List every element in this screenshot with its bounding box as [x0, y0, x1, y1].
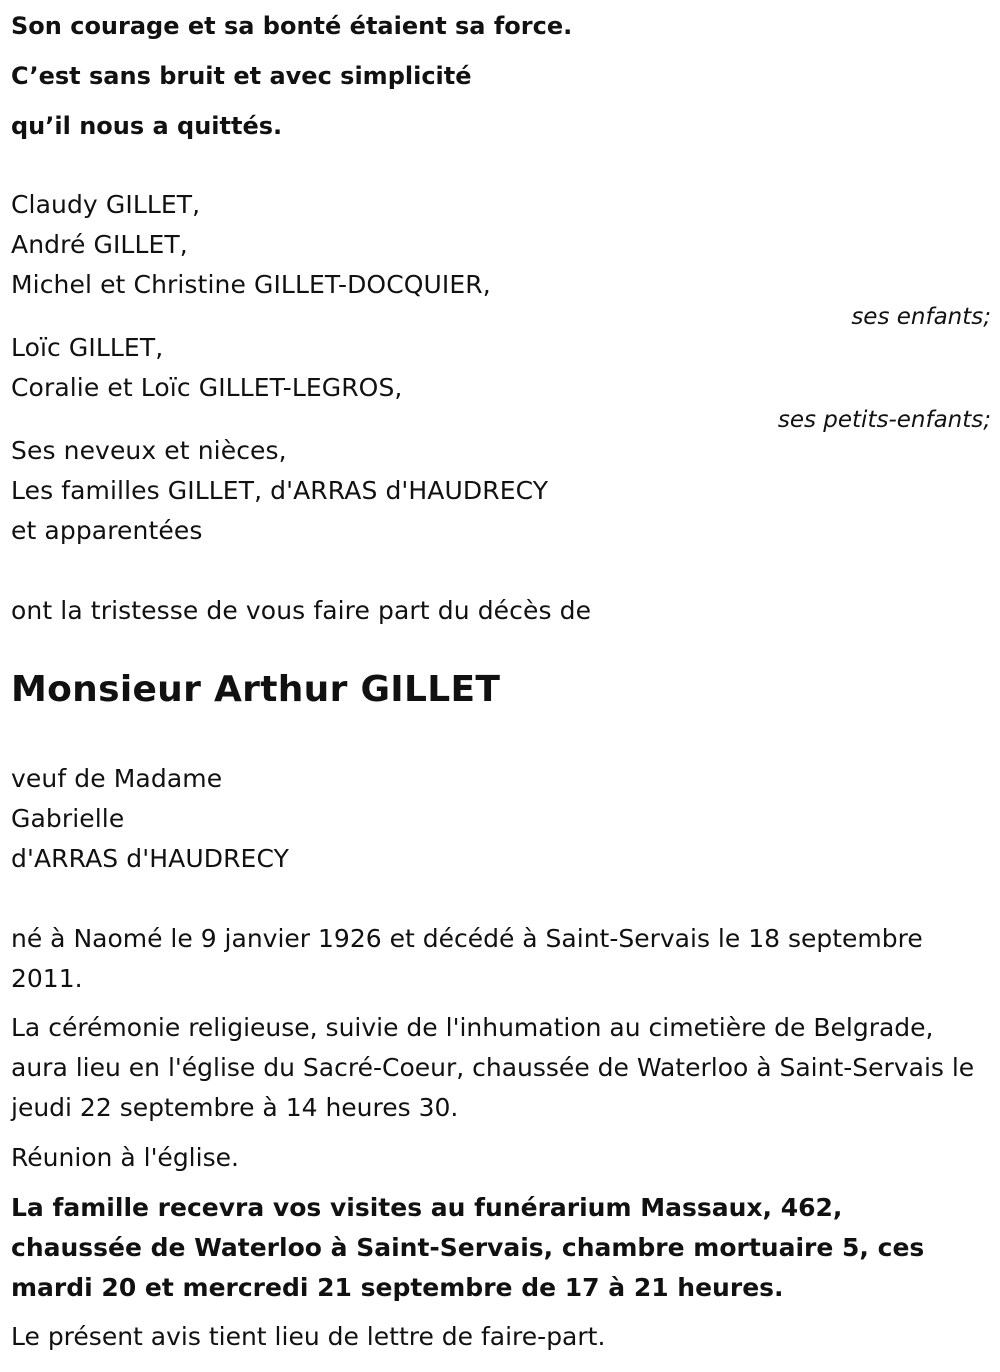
relatives-line: et apparentées [11, 516, 203, 545]
faire-part-notice: Le présent avis tient lieu de lettre de faire-part. [11, 1322, 606, 1351]
child-name: André GILLET, [11, 230, 188, 259]
widower-line: d'ARRAS d'HAUDRECY [11, 844, 289, 873]
epitaph [11, 1, 572, 151]
grandchildren-block [11, 328, 991, 432]
child-name: Michel et Christine GILLET-DOCQUIER, [11, 270, 491, 299]
announcement: ont la tristesse de vous faire part du décès de [11, 596, 592, 625]
relatives-block [11, 431, 548, 551]
meeting-info: Réunion à l'église. [11, 1143, 239, 1172]
epitaph-line: Son courage et sa bonté étaient sa force. [11, 12, 573, 40]
ceremony-details: La cérémonie religieuse, suivie de l'inhumation au cimetière de Belgrade, aura lieu en l'église du Sacré-Coeur, chaussée de Waterloo à Saint-Servais le jeudi 22 septembre à 14 heures 30. [11, 1013, 975, 1122]
relatives-line: Les familles GILLET, d'ARRAS d'HAUDRECY [11, 476, 549, 505]
visits-info: La famille recevra vos visites au funérarium Massaux, 462, chaussée de Waterloo à Saint-Servais, chambre mortuaire 5, ces mardi 20 et mercredi 21 septembre de 17 à 21 heures. [11, 1193, 925, 1302]
grandchild-name: Loïc GILLET, [11, 333, 164, 362]
grandchild-name: Coralie et Loïc GILLET-LEGROS, [11, 373, 403, 402]
epitaph-line: C’est sans bruit et avec simplicité [11, 62, 472, 90]
grandchildren-role: ses petits-enfants; [777, 407, 991, 433]
deceased-name: Monsieur Arthur GILLET [11, 669, 501, 710]
relatives-line: Ses neveux et nièces, [11, 436, 287, 465]
children-block [11, 185, 991, 329]
birth-death: né à Naomé le 9 janvier 1926 et décédé à Saint-Servais le 18 septembre 2011. [11, 924, 923, 993]
widower-line: Gabrielle [11, 804, 125, 833]
child-name: Claudy GILLET, [11, 190, 201, 219]
widower-block [11, 759, 289, 879]
widower-line: veuf de Madame [11, 764, 223, 793]
children-role: ses enfants; [851, 304, 991, 330]
epitaph-line: qu’il nous a quittés. [11, 112, 283, 140]
